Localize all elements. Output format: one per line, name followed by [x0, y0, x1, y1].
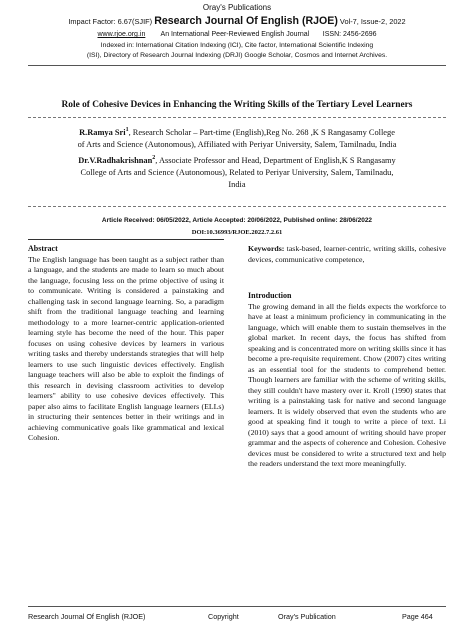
keywords-text: task-based, learner-centric, writing skills, cohesive devices, communicative competence, — [248, 244, 447, 264]
footer-copyright: Copyright — [208, 612, 239, 621]
article-dates: Article Received: 06/05/2022, Article Accepted: 20/06/2022, Published online: 28/06/2022 — [101, 217, 373, 224]
footer-page-number: Page 464 — [402, 612, 433, 621]
right-column — [248, 228, 446, 470]
footer-publisher: Oray's Publication — [278, 612, 336, 621]
journal-web-line — [0, 31, 474, 38]
author-2-name: Dr.V.Radhakrishnan — [78, 155, 153, 165]
indexing-line-1: Indexed in: International Citation Indexing (ICI), Cite factor, International Scientific Indexing — [100, 42, 374, 49]
author-1-sup: 1 — [125, 127, 129, 133]
authors-divider — [28, 206, 446, 207]
abstract-top-rule — [28, 239, 224, 240]
keywords-label: Keywords: — [248, 244, 285, 253]
impact-factor: Impact Factor: 6.67(SJIF) — [68, 17, 153, 26]
abstract-text: The English language has been taught as a subject rather than a language, and the students are made to learn so much about the language, focusing less on the prime objective of using it to communicate. Writing is considered a painstaking and challenging task in second language learning. So, a paradigm shift from the traditional language teaching and learning methodology to a more learner-centric application-oriented learning style has become the need of the hour. This paper focuses on using cohesive devices by learners in various writing tasks and thereby understands strategies that will help learners to use such linguistic devices effectively. English language teachers will also be able to exploit the findings of this research in devising classroom activities to develop learners" ability to use cohesive devices effectively. This paper also aims to facilitate English language learners (ELLs) in structuring their sentences better in their writings and in achieving communicative goals like grammatical and lexical Cohesion. — [28, 254, 224, 442]
author-2-block — [20, 152, 454, 191]
title-divider — [28, 117, 446, 118]
introduction-heading: Introduction — [248, 291, 292, 300]
introduction-text: The growing demand in all the fields expects the workforce to have at least a minimum proficiency in communicating in the language, which will enable them to sustain themselves in the global market. In recent days, the focus has shifted from speaking and is concentrated more on writing skills since it has become a pre-requisite requirement. Chow (2007) cites writing as an essential tool for the students to comprehend better. Though learners are familiar with the scheme of writing skills, they still couldn't have mastery over it. Kroll (1990) states that writing is a painstaking task for native and second language learners. It is widely observed that even the students who are good at speaking find it tough to write a piece of text. Li (2010) says that a good amount of writing should have proper grammar and the aspects of coherence and Cohesion. Cohesive devices must be considered to write a structured text and help the readers understand the text more meaningfully. — [248, 301, 446, 468]
footer-journal: Research Journal Of English (RJOE) — [28, 612, 146, 621]
author-1-block — [20, 124, 454, 151]
publisher-name: Oray's Publications — [202, 3, 272, 12]
keywords-block — [248, 244, 446, 265]
author-1-name: R.Ramya Sri — [79, 127, 126, 137]
volume-issue: Vol-7, Issue-2, 2022 — [339, 17, 406, 26]
author-2-affil-line-3: India — [228, 179, 246, 189]
peer-review-label: An International Peer-Reviewed English Journal — [160, 31, 310, 38]
journal-title: Research Journal Of English (RJOE) — [154, 15, 338, 27]
author-2-sup: 2 — [152, 155, 156, 161]
footer-divider — [28, 606, 446, 607]
author-1-affil-line-2: of Arts and Science (Autonomous), Affiliated with Periyar University, Salem, Tamilnadu, India — [77, 139, 397, 149]
issn-label: ISSN: 2456-2696 — [322, 31, 377, 38]
author-1-affil-line-1: , Research Scholar – Part-time (English),Reg No. 268 ,K S Rangasamy College — [128, 127, 395, 137]
journal-header-line — [0, 15, 474, 27]
indexing-line-2: (ISI), Directory of Research Journal Indexing (DRJI) Google Scholar, Cosmos and Internet Archives. — [86, 52, 388, 59]
journal-website-link[interactable]: www.rjoe.org.in — [97, 31, 146, 38]
article-doi: DOI:10.36993/RJOE.2022.7.2.61 — [191, 229, 283, 236]
header-divider — [28, 65, 446, 66]
article-title: Role of Cohesive Devices in Enhancing the Writing Skills of the Tertiary Level Learners — [61, 100, 413, 110]
author-2-affil-line-1: , Associate Professor and Head, Department of English,K S Rangasamy — [155, 155, 396, 165]
abstract-heading: Abstract — [28, 244, 58, 253]
abstract-section — [28, 244, 224, 444]
author-2-affil-line-2: College of Arts and Science (Autonomous), Related to Periyar University, Salem, Tamilnadu, — [80, 167, 394, 177]
